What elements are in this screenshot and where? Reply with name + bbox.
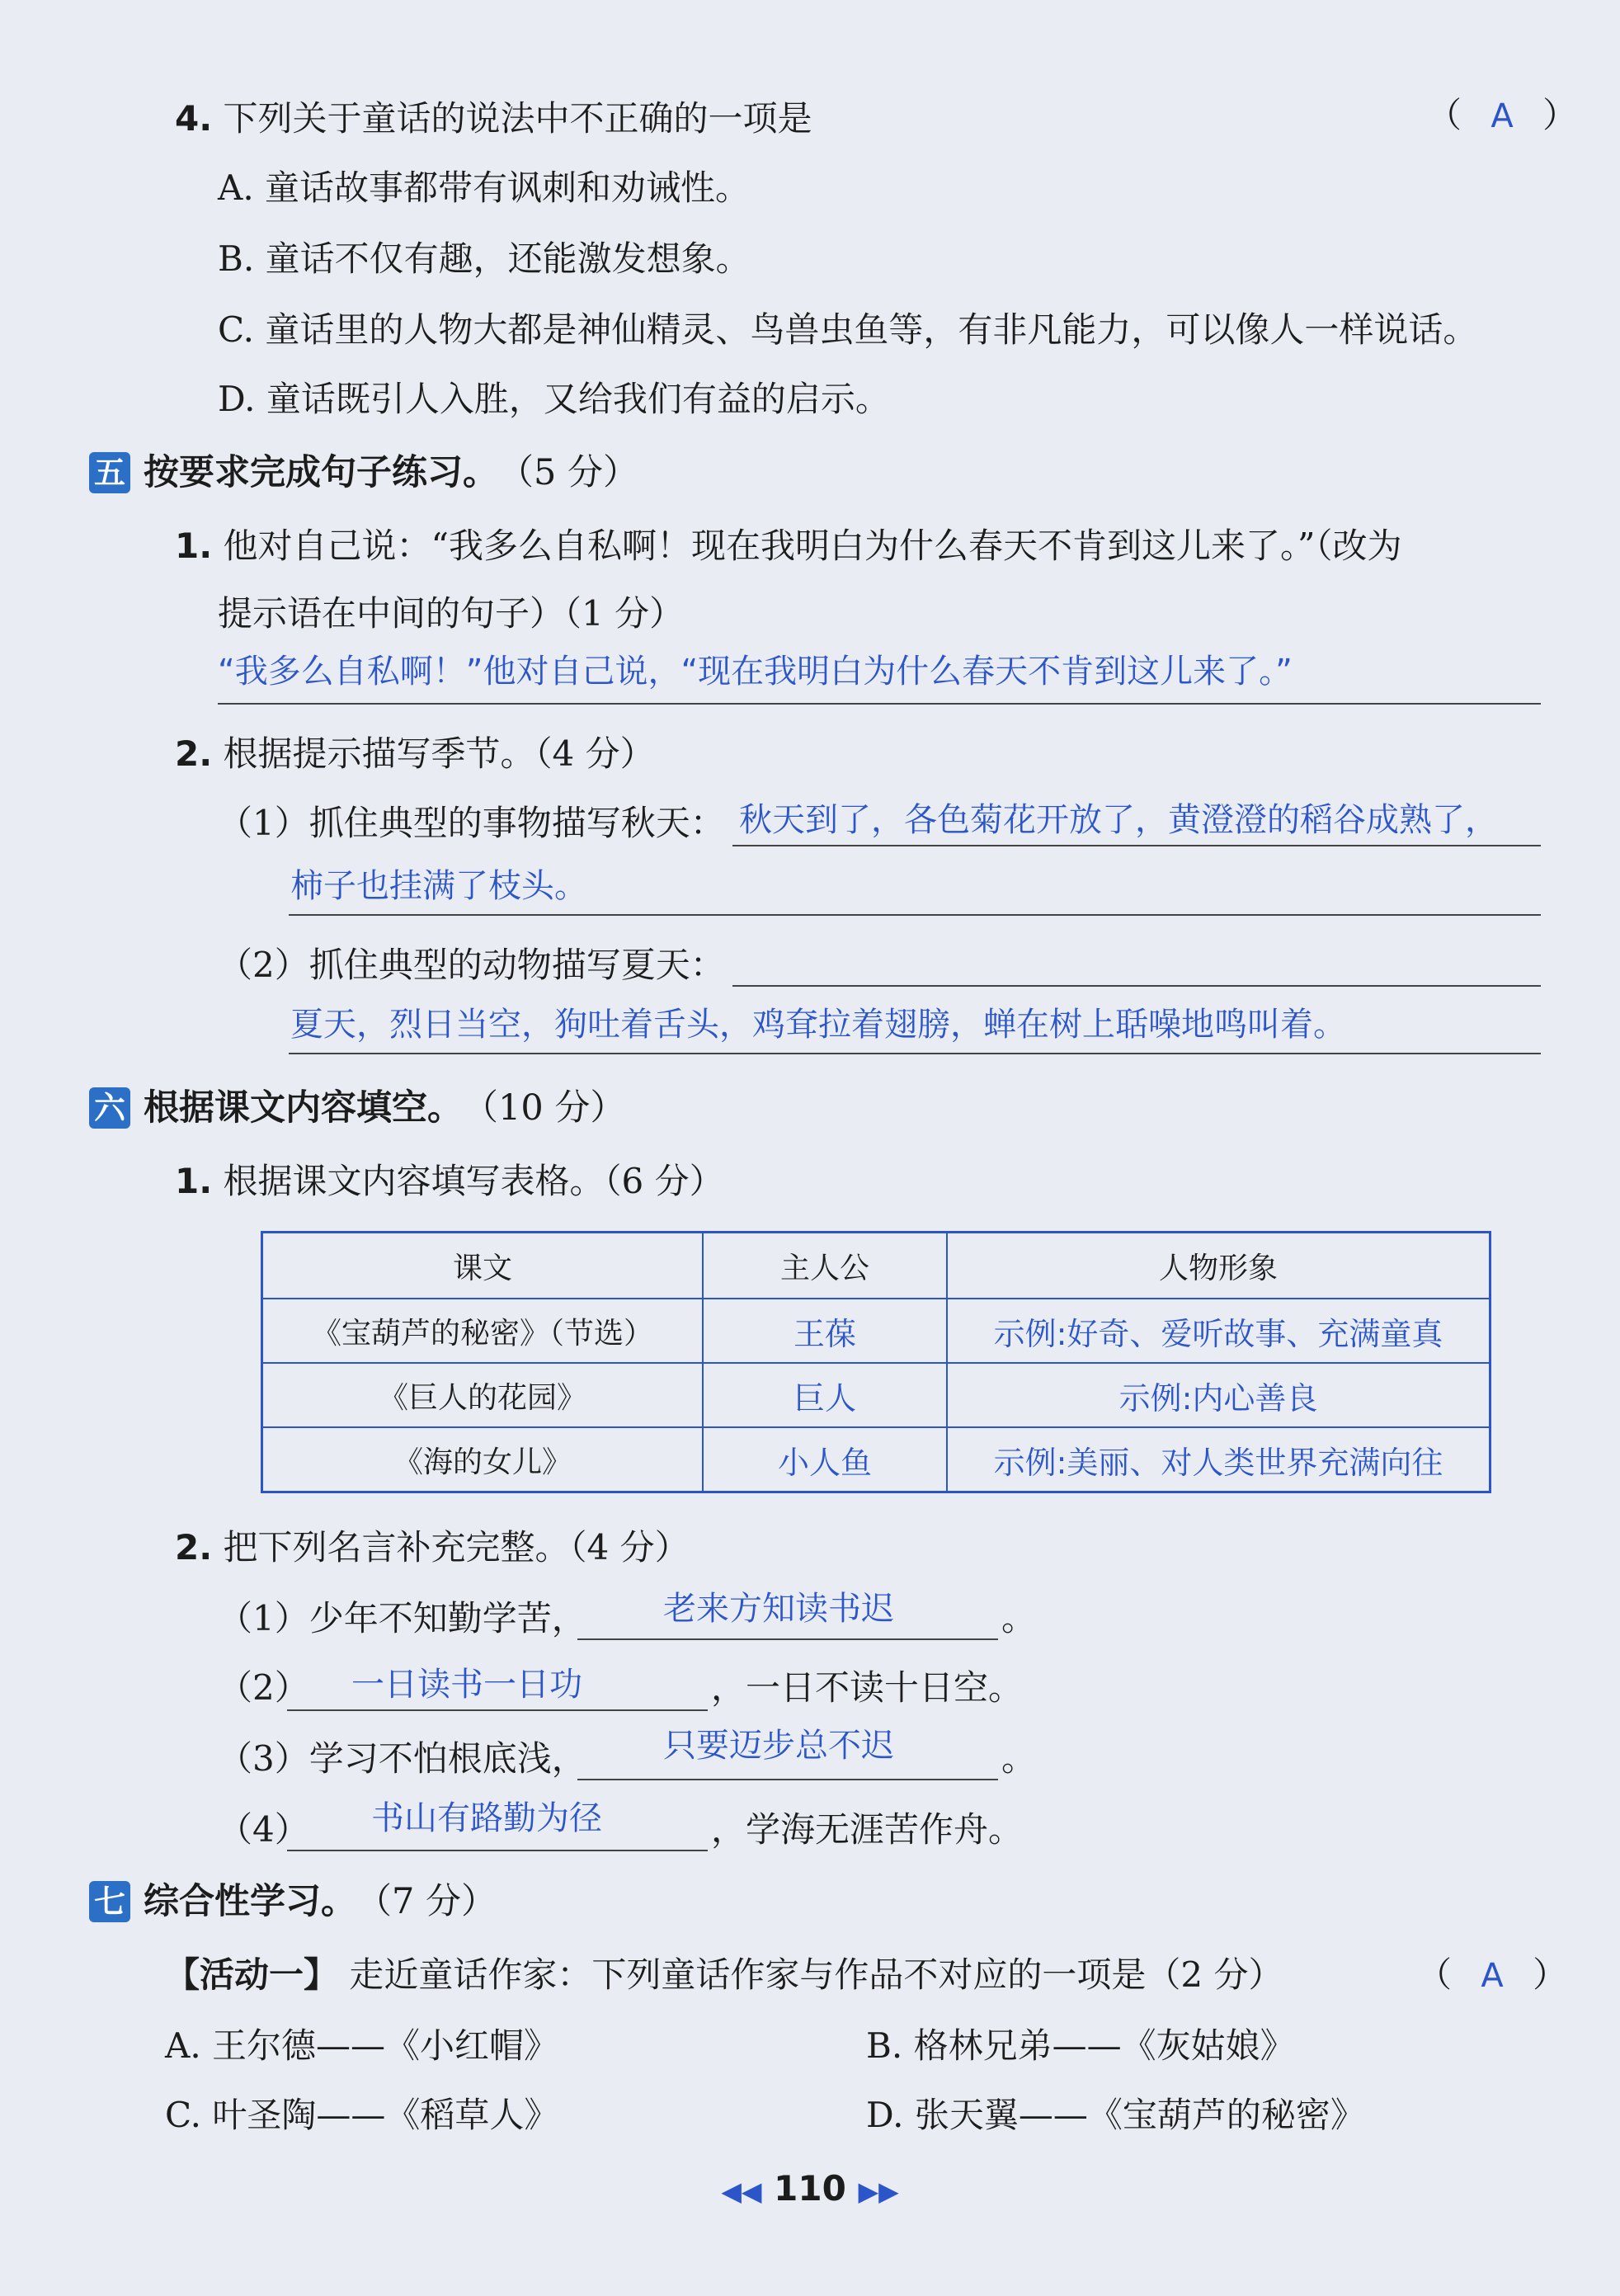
- s5-q2-p2-label: （2）抓住典型的动物描写夏天：: [218, 945, 725, 985]
- answer-line: [577, 1638, 998, 1640]
- section7-title: 综合性学习。: [144, 1881, 356, 1922]
- proverb-2-prefix: （2）: [218, 1667, 309, 1708]
- answer-line: [732, 985, 1541, 987]
- table-cell-answer: 巨人: [703, 1363, 947, 1427]
- q4-text: 下列关于童话的说法中不正确的一项是: [223, 98, 812, 139]
- s5-q2-p2-answer: 夏天，烈日当空，狗吐着舌头，鸡耷拉着翅膀，蝉在树上聒噪地鸣叫着。: [290, 1006, 1346, 1044]
- activity1-answer: A: [1481, 1957, 1504, 1995]
- table-header-cell: 主人公: [703, 1233, 947, 1299]
- q4-option-c: C. 童话里的人物大都是神仙精灵、鸟兽虫鱼等，有非凡能力，可以像人一样说话。: [218, 309, 1478, 350]
- q4-option-d: D. 童话既引人入胜，又给我们有益的启示。: [218, 379, 890, 419]
- table-cell-text: 《海的女儿》: [262, 1427, 704, 1492]
- answer-line: [289, 914, 1541, 916]
- table-row: [262, 1363, 1490, 1427]
- q4-answer-bracket: [1427, 92, 1577, 139]
- section5-title: 按要求完成句子练习。: [144, 452, 498, 493]
- answer-line: [287, 1850, 708, 1851]
- section7-score: （7 分）: [356, 1881, 497, 1922]
- section7-badge: 七: [89, 1881, 130, 1922]
- activity1-option-b: B. 格林兄弟——《灰姑娘》: [866, 2025, 1295, 2066]
- proverb-4-prefix: （4）: [218, 1809, 309, 1850]
- q4-number: 4.: [175, 98, 213, 139]
- section5-heading: [89, 449, 638, 497]
- proverb-3-suffix: 。: [1001, 1738, 1037, 1779]
- table-row: [262, 1299, 1490, 1363]
- activity1-option-d: D. 张天翼——《宝葫芦的秘密》: [866, 2095, 1365, 2135]
- paren-open: （: [1417, 1954, 1453, 1995]
- paren-open: （: [1427, 95, 1462, 135]
- table-cell-answer: 示例:好奇、爱听故事、充满童真: [947, 1299, 1490, 1363]
- answer-line: [287, 1709, 708, 1711]
- proverb-3-prefix: （3）学习不怕根底浅，: [218, 1738, 586, 1779]
- activity1-text: 走近童话作家：下列童话作家与作品不对应的一项是（2 分）: [349, 1954, 1283, 1995]
- table-header-cell: 课文: [262, 1233, 704, 1299]
- section6-score: （10 分）: [463, 1087, 626, 1129]
- proverb-2-suffix: ，一日不读十日空。: [711, 1667, 1024, 1708]
- s6-q2-prompt: [175, 1525, 690, 1571]
- q4-prompt: [175, 96, 812, 142]
- prev-arrows-icon: ◀◀: [721, 2176, 762, 2207]
- s5-q2-p1-label: （1）抓住典型的事物描写秋天：: [218, 803, 725, 843]
- proverb-1-prefix: （1）少年不知勤学苦，: [218, 1598, 586, 1638]
- table-cell-answer: 示例:内心善良: [947, 1363, 1490, 1427]
- table-row: [262, 1427, 1490, 1492]
- proverb-1-suffix: 。: [1001, 1598, 1037, 1638]
- proverb-3-answer: 只要迈步总不迟: [663, 1727, 894, 1765]
- paren-close: ）: [1533, 1954, 1568, 1995]
- next-arrows-icon: ▶▶: [858, 2176, 899, 2207]
- table-cell-text: 《巨人的花园》: [262, 1363, 704, 1427]
- s6-q1-number: 1.: [175, 1161, 213, 1201]
- s5-q1-line2: 提示语在中间的句子）（1 分）: [218, 593, 685, 634]
- q4-option-b: B. 童话不仅有趣，还能激发想象。: [218, 238, 751, 279]
- proverb-4-answer: 书山有路勤为径: [371, 1799, 602, 1837]
- activity1-label: 【活动一】: [165, 1954, 339, 1995]
- s5-q1-number: 1.: [175, 526, 213, 566]
- section7-heading: [89, 1878, 497, 1926]
- activity1-option-c: C. 叶圣陶——《稻草人》: [165, 2095, 559, 2135]
- s6-q1-prompt: [175, 1158, 724, 1205]
- table-cell-answer: 王葆: [703, 1299, 947, 1363]
- s6-q1-text: 根据课文内容填写表格。（6 分）: [223, 1161, 724, 1201]
- proverb-2-answer: 一日读书一日功: [351, 1666, 582, 1704]
- character-table: [261, 1231, 1491, 1493]
- table-cell-answer: 小人鱼: [703, 1427, 947, 1492]
- section5-badge: 五: [89, 452, 130, 493]
- table-cell-answer: 示例:美丽、对人类世界充满向往: [947, 1427, 1490, 1492]
- proverb-1-answer: 老来方知读书迟: [663, 1590, 894, 1628]
- s5-q2-prompt: [175, 731, 655, 777]
- answer-line: [577, 1779, 998, 1780]
- s6-q2-number: 2.: [175, 1527, 213, 1568]
- activity1-answer-bracket: [1417, 1952, 1567, 1998]
- activity1-prompt: [165, 1952, 1283, 1998]
- s5-q1-line1: [175, 523, 1402, 569]
- table-header-cell: 人物形象: [947, 1233, 1490, 1299]
- q4-answer: A: [1490, 97, 1514, 135]
- proverb-4-suffix: ，学海无涯苦作舟。: [711, 1809, 1024, 1850]
- s5-q2-text: 根据提示描写季节。（4 分）: [223, 733, 655, 774]
- answer-line: [289, 1053, 1541, 1054]
- s5-q2-p1-answer-a: 秋天到了，各色菊花开放了，黄澄澄的稻谷成熟了，: [739, 801, 1498, 839]
- section6-badge: 六: [89, 1087, 130, 1129]
- paren-close: ）: [1542, 95, 1578, 135]
- section5-score: （5 分）: [498, 452, 639, 493]
- s5-q1-text: 他对自己说：“我多么自私啊！现在我明白为什么春天不肯到这儿来了。”（改为: [223, 526, 1402, 566]
- section6-title: 根据课文内容填空。: [144, 1087, 463, 1129]
- activity1-option-a: A. 王尔德——《小红帽》: [165, 2025, 559, 2066]
- s5-q2-p1-answer-b: 柿子也挂满了枝头。: [290, 867, 587, 905]
- q4-option-a: A. 童话故事都带有讽刺和劝诫性。: [218, 167, 751, 208]
- section6-heading: [89, 1084, 625, 1132]
- table-header-row: [262, 1233, 1490, 1299]
- s6-q2-text: 把下列名言补充完整。（4 分）: [223, 1527, 690, 1568]
- s5-q1-answer: “我多么自私啊！”他对自己说，“现在我明白为什么春天不肯到这儿来了。”: [218, 653, 1293, 691]
- page-number: 110: [774, 2168, 846, 2209]
- table-cell-text: 《宝葫芦的秘密》（节选）: [262, 1299, 704, 1363]
- s5-q2-number: 2.: [175, 733, 213, 774]
- page-footer: [0, 2168, 1620, 2209]
- answer-line: [732, 845, 1541, 846]
- answer-line: [218, 703, 1541, 705]
